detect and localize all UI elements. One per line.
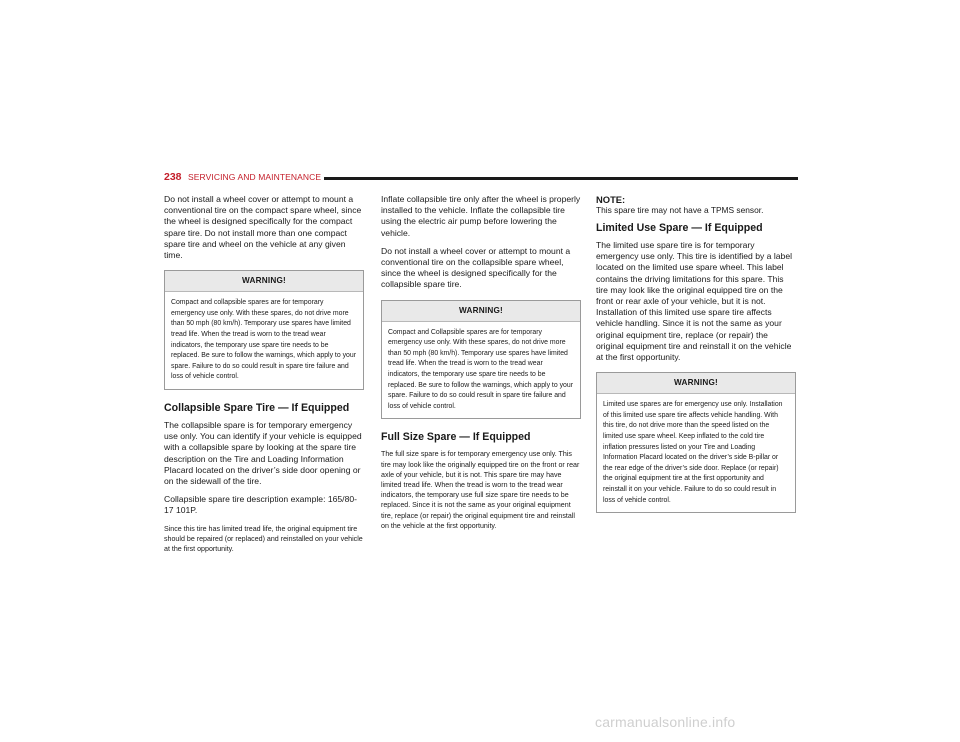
note-text: This spare tire may not have a TPMS sensor. [596,205,764,215]
paragraph: Do not install a wheel cover or attempt to mount a conventional tire on the collapsible spare wheel, since the wheel is designed specifically for the collapsible spare tire. [381,245,571,290]
paragraph: The limited use spare tire is for temporary emergency use only. This tire is identified by a label located on the limited use spare wheel. This label contains the driving limitations for this spare. This tire may look like the original equipped tire on the front or rear axle of your vehicle, but it is not. Installation of this limited use spare tire affects vehicle handling. Since it is not the same as your original equipment tire, replace (or repair) the original equipment tire and reinstall it on the vehicle at the first opportunity. [596,240,793,363]
warning-box [596,372,796,513]
warning-title: WARNING! [597,373,795,394]
paragraph: Since this tire has limited tread life, the original equipment tire should be repaired (or replaced) and reinstalled on your vehicle at the first opportunity. [164,524,363,553]
paragraph: Do not install a wheel cover or attempt to mount a conventional tire on the compact spare wheel, since the wheel is designed specifically for the compact spare tire. Do not install more than one compact spare tire and wheel on the vehicle at any given time. [164,194,362,261]
column-2 [381,194,581,531]
section-heading: Full Size Spare — If Equipped [381,431,531,444]
watermark: carmanualsonline.info [595,714,736,730]
column-3 [596,194,796,525]
section-heading: Limited Use Spare — If Equipped [596,222,763,234]
header-rule [324,177,798,180]
warning-box [381,300,581,420]
paragraph: The full size spare is for temporary emergency use only. This tire may look like the originally equipped tire on the front or rear axle of your vehicle, but it is not. This spare tire may have limited tread life. When the tread is worn to the tread wear indicators, the temporary use full size spare tire needs to be replaced. Since it is not the same as your original equipment tire, replace (or repair) the original equipment tire and reinstall on the vehicle at the first opportunity. [381,450,580,530]
section-heading: Collapsible Spare Tire — If Equipped [164,401,350,414]
column-1 [164,194,364,554]
paragraph: Inflate collapsible tire only after the wheel is properly installed to the vehicle. Inflate the collapsible tire using the electric air pump before lowering the vehicle. [381,194,581,238]
warning-body: Compact and collapsible spares are for temporary emergency use only. With these spares, do not drive more than 50 mph (80 km/h). Temporary use spares have limited tread life. When the tread is worn to the tread wear indicators, the temporary use spare tire needs to be replaced. Be sure to follow the warnings, which apply to your spare. Failure to do so could result in spare tire failure and loss of vehicle control. [171,299,356,381]
warning-title: WARNING! [382,301,580,322]
note-label: NOTE: [596,194,626,205]
warning-title: WARNING! [165,271,363,292]
page-number: 238 [164,171,182,183]
warning-body: Limited use spares are for emergency use only. Installation of this limited use spare tire affects vehicle handling. With this tire, do not drive more than the speed listed on the limited use spare wheel. Keep inflated to the cold tire inflation pressures listed on your Tire and Loading Information Placard located on the driver’s side B-pillar or the rear edge of the driver’s side door. Replace (or repair) the original equipment tire at the first opportunity and reinstall it on your vehicle. Failure to do so could result in loss of vehicle control. [603,401,783,504]
page-header [164,171,798,187]
paragraph: Collapsible spare tire description example: 165/80-17 101P. [164,494,357,516]
warning-body: Compact and Collapsible spares are for temporary emergency use only. With these spares, do not drive more than 50 mph (80 km/h). Temporary use spares have limited tread life. When the tread is worn to the tread wear indicators, the temporary use spare tire needs to be replaced. Be sure to follow the warnings, which apply to your spare. Failure to do so could result in spare tire failure and loss of vehicle control. [388,328,573,410]
paragraph: The collapsible spare is for temporary emergency use only. You can identify if your vehicle is equipped with a collapsible spare by looking at the spare tire description on the Tire and Loading Information Placard located on the driver’s side door opening or on the sidewall of the tire. [164,419,362,486]
section-title: SERVICING AND MAINTENANCE [188,172,322,182]
warning-box [164,270,364,390]
